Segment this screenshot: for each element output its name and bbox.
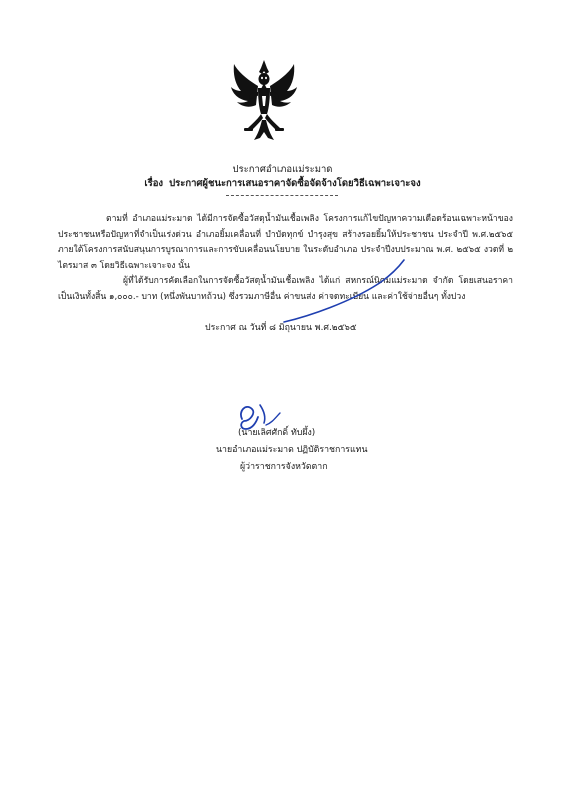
body-paragraph-2: ผู้ที่ได้รับการคัดเลือกในการจัดซื้อวัสดุน้ำมันเชื้อเพลิง ได้แก่ สหกรณ์นิคมแม่ระมาด จำกัด โดยเสนอราคา เป็นเงินทั้งสิ้น ๑,๐๐๐.- บาท (หนึ่งพันบาทถ้วน) ซึ่งรวมภาษีอื่น ค่าขนส่ง ค่าจดทะเบียน และค่าใช้จ่ายอื่นๆ ทั้งปวง [58, 276, 513, 302]
announcement-date: ประกาศ ณ วันที่ ๘ มิถุนายน พ.ศ.๒๕๖๕ [205, 323, 357, 333]
signature-block [216, 425, 368, 476]
signatory-name: (นายเลิศศักดิ์ ทับผึ้ง) [238, 428, 316, 438]
announcement-title: ประกาศอำเภอแม่ระมาด [232, 164, 333, 175]
body-paragraph-1: ตามที่ อำเภอแม่ระมาด ได้มีการจัดซื้อวัสดุน้ำมันเชื้อเพลิง โครงการแก้ไขปัญหาความเดือดร้อนเฉพาะหน้าของประชาชนหรือปัญหาที่จำเป็นเร่งด่วน อำเภอยิ้มเคลื่อนที่ บำบัดทุกข์ บำรุงสุข สร้างรอยยิ้มให้ประชาชน ประจำปี พ.ศ.๒๕๖๕ ภายใต้โครงการสนับสนุนการบูรณาการและการขับเคลื่อนนโยบาย ในระดับอำเภอ ประจำปีงบประมาณ พ.ศ. ๒๕๖๕ งวดที่ ๒ ไตรมาส ๓ โดยวิธีเฉพาะเจาะจง นั้น [58, 214, 513, 271]
title-divider [226, 195, 338, 196]
subject-text: ประกาศผู้ชนะการเสนอราคาจัดซื้อจัดจ้างโดยวิธีเฉพาะเจาะจง [169, 178, 421, 189]
garuda-emblem-icon [228, 58, 300, 144]
announcement-subject [0, 177, 565, 191]
subject-label: เรื่อง [144, 178, 164, 189]
signatory-position: นายอำเภอแม่ระมาด ปฏิบัติราชการแทน [216, 445, 368, 455]
signatory-authority: ผู้ว่าราชการจังหวัดตาก [240, 462, 328, 472]
signature-flourish [280, 256, 410, 328]
